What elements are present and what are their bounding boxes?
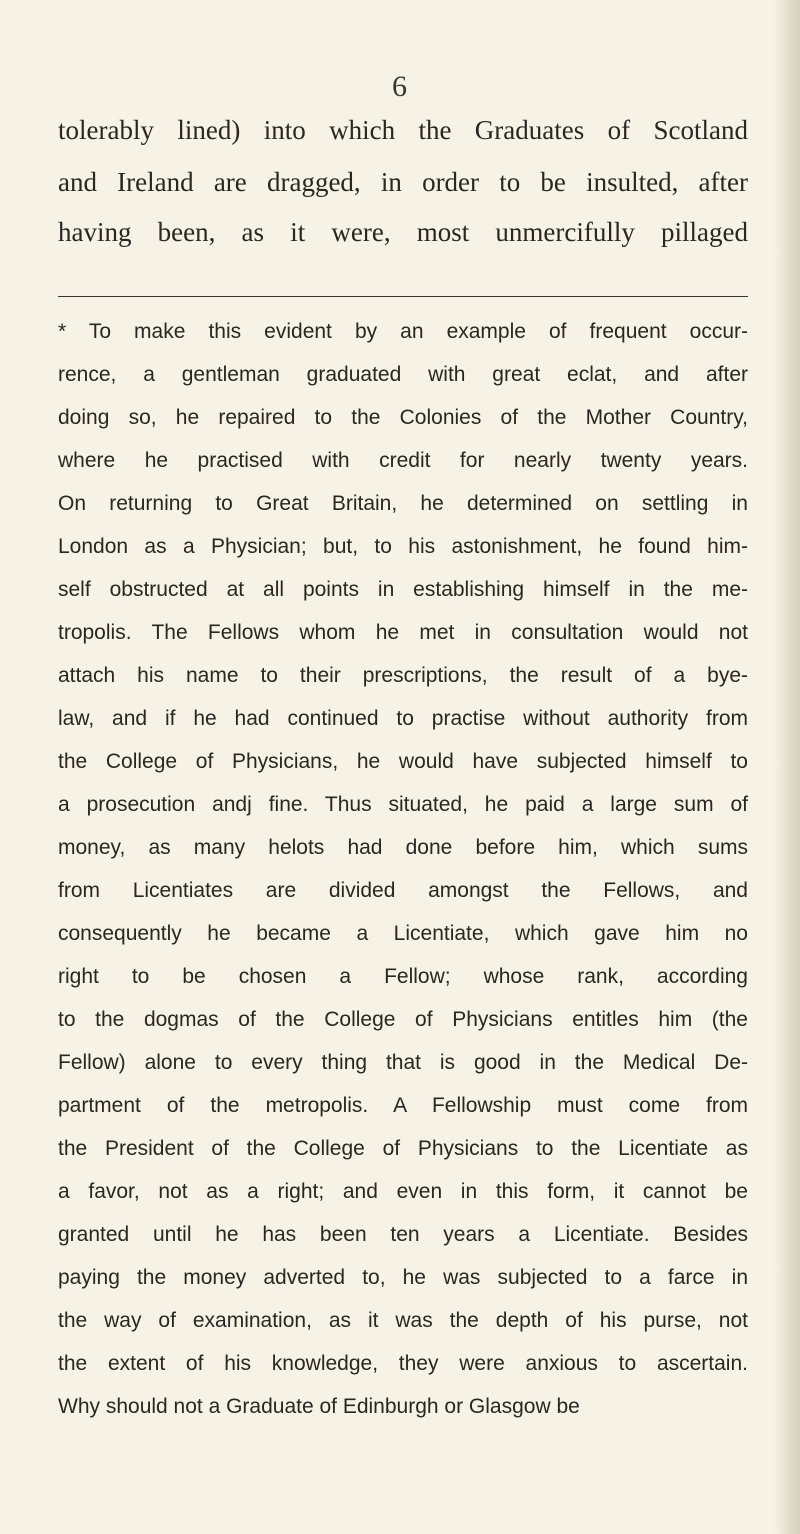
footnote-line: money, as many helots had done before him, which sums	[58, 836, 748, 859]
footnote-line: to the dogmas of the College of Physicians entitles him (the	[58, 1008, 748, 1031]
body-line: having been, as it were, most unmercifully pillaged	[58, 217, 748, 247]
footnote-line: a favor, not as a right; and even in this form, it cannot be	[58, 1180, 748, 1203]
footnote-line: from Licentiates are divided amongst the Fellows, and	[58, 879, 748, 902]
page-number: 6	[392, 70, 407, 103]
footnote-line: law, and if he had continued to practise without authority from	[58, 707, 748, 730]
footnote-line: the extent of his knowledge, they were anxious to ascertain.	[58, 1352, 748, 1375]
footnote-line: * To make this evident by an example of frequent occur-	[58, 320, 748, 343]
body-line: tolerably lined) into which the Graduates of Scotland	[58, 115, 748, 145]
footnote-line: tropolis. The Fellows whom he met in consultation would not	[58, 621, 748, 644]
footnote-line: where he practised with credit for nearly twenty years.	[58, 449, 748, 472]
footnote-line: partment of the metropolis. A Fellowship must come from	[58, 1094, 748, 1117]
footnote-line: London as a Physician; but, to his astonishment, he found him-	[58, 535, 748, 558]
footnote-line: On returning to Great Britain, he determined on settling in	[58, 492, 748, 515]
page-edge-shadow	[774, 0, 800, 1534]
footnote-line: the President of the College of Physicians to the Licentiate as	[58, 1137, 748, 1160]
footnote-line: doing so, he repaired to the Colonies of the Mother Country,	[58, 406, 748, 429]
footnote-line: the College of Physicians, he would have subjected himself to	[58, 750, 748, 773]
footnote-line: consequently he became a Licentiate, which gave him no	[58, 922, 748, 945]
body-line: and Ireland are dragged, in order to be insulted, after	[58, 167, 748, 197]
footnote-line: Fellow) alone to every thing that is good in the Medical De-	[58, 1051, 748, 1074]
footnote-line: attach his name to their prescriptions, the result of a bye-	[58, 664, 748, 687]
footnote-line: a prosecution andj fine. Thus situated, he paid a large sum of	[58, 793, 748, 816]
footnote-divider	[58, 296, 748, 297]
footnote-line: rence, a gentleman graduated with great eclat, and after	[58, 363, 748, 386]
footnote-line: self obstructed at all points in establishing himself in the me-	[58, 578, 748, 601]
footnote-line: the way of examination, as it was the depth of his purse, not	[58, 1309, 748, 1332]
footnote-line: granted until he has been ten years a Licentiate. Besides	[58, 1223, 748, 1246]
footnote-line: Why should not a Graduate of Edinburgh or Glasgow be	[58, 1395, 580, 1418]
footnote-line: right to be chosen a Fellow; whose rank, according	[58, 965, 748, 988]
footnote-line: paying the money adverted to, he was subjected to a farce in	[58, 1266, 748, 1289]
